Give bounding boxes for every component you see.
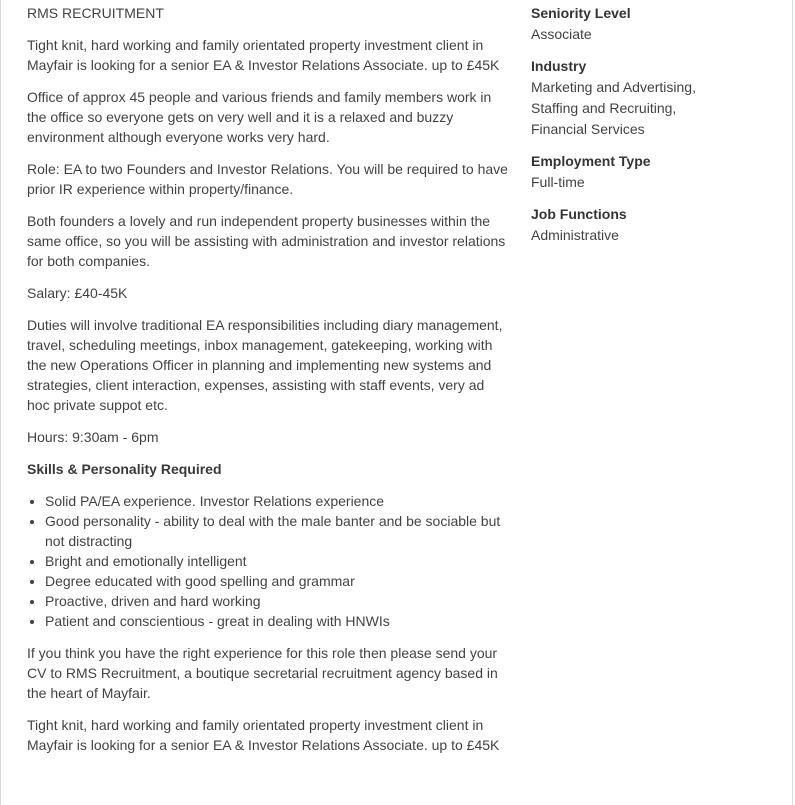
criteria-value: Associate	[531, 26, 592, 42]
list-item: • Patient and conscientious - great in dealing with HNWIs	[45, 611, 509, 631]
criteria-job-functions	[531, 204, 771, 246]
criteria-value: Administrative	[531, 227, 619, 243]
criteria-title: Job Functions	[531, 206, 627, 222]
list-item: • Good personality - ability to deal with the male banter and be sociable but not distracting	[45, 511, 509, 551]
skills-list	[27, 491, 509, 631]
list-item: • Solid PA/EA experience. Investor Relations experience	[45, 491, 509, 511]
criteria-value: Marketing and Advertising,	[531, 79, 696, 95]
job-description	[27, 3, 509, 767]
apply-paragraph: If you think you have the right experience for this role then please send your CV to RMS Recruitment, a boutique secretarial recruitment agency based in the heart of Mayfair.	[27, 645, 498, 701]
intro-paragraph-repeat: Tight knit, hard working and family orientated property investment client in Mayfair is looking for a senior EA & Investor Relations Associate. up to £45K	[27, 717, 500, 753]
list-item: • Proactive, driven and hard working	[45, 591, 509, 611]
duties-paragraph: Duties will involve traditional EA responsibilities including diary management, travel, scheduling meetings, inbox management, gatekeeping, working with the new Operations Officer in planning and implementing new systems and strategies, client interaction, expenses, assisting with staff events, very ad hoc private suppot etc.	[27, 317, 503, 413]
criteria-value: Full-time	[531, 174, 585, 190]
job-criteria	[531, 3, 771, 257]
criteria-title: Seniority Level	[531, 5, 631, 21]
criteria-value: Financial Services	[531, 121, 645, 137]
list-item: • Bright and emotionally intelligent	[45, 551, 509, 571]
office-paragraph: Office of approx 45 people and various friends and family members work in the office so everyone gets on very well and it is a relaxed and buzzy environment although everyone works very hard.	[27, 89, 492, 145]
role-paragraph: Role: EA to two Founders and Investor Relations. You will be required to have prior IR experience within property/finance.	[27, 161, 508, 197]
salary-paragraph: Salary: £40-45K	[27, 285, 128, 301]
criteria-seniority	[531, 3, 771, 45]
founders-paragraph: Both founders a lovely and run independent property businesses within the same office, so you will be assisting with administration and investor relations for both companies.	[27, 213, 506, 269]
criteria-title: Industry	[531, 58, 587, 74]
criteria-title: Employment Type	[531, 153, 651, 169]
hours-paragraph: Hours: 9:30am - 6pm	[27, 429, 159, 445]
criteria-industry	[531, 56, 771, 140]
skills-heading: Skills & Personality Required	[27, 461, 222, 477]
company-line: RMS RECRUITMENT	[27, 5, 164, 21]
list-item: • Degree educated with good spelling and grammar	[45, 571, 509, 591]
intro-paragraph: Tight knit, hard working and family orientated property investment client in Mayfair is looking for a senior EA & Investor Relations Associate. up to £45K	[27, 37, 500, 73]
criteria-value: Staffing and Recruiting,	[531, 100, 677, 116]
criteria-employment-type	[531, 151, 771, 193]
